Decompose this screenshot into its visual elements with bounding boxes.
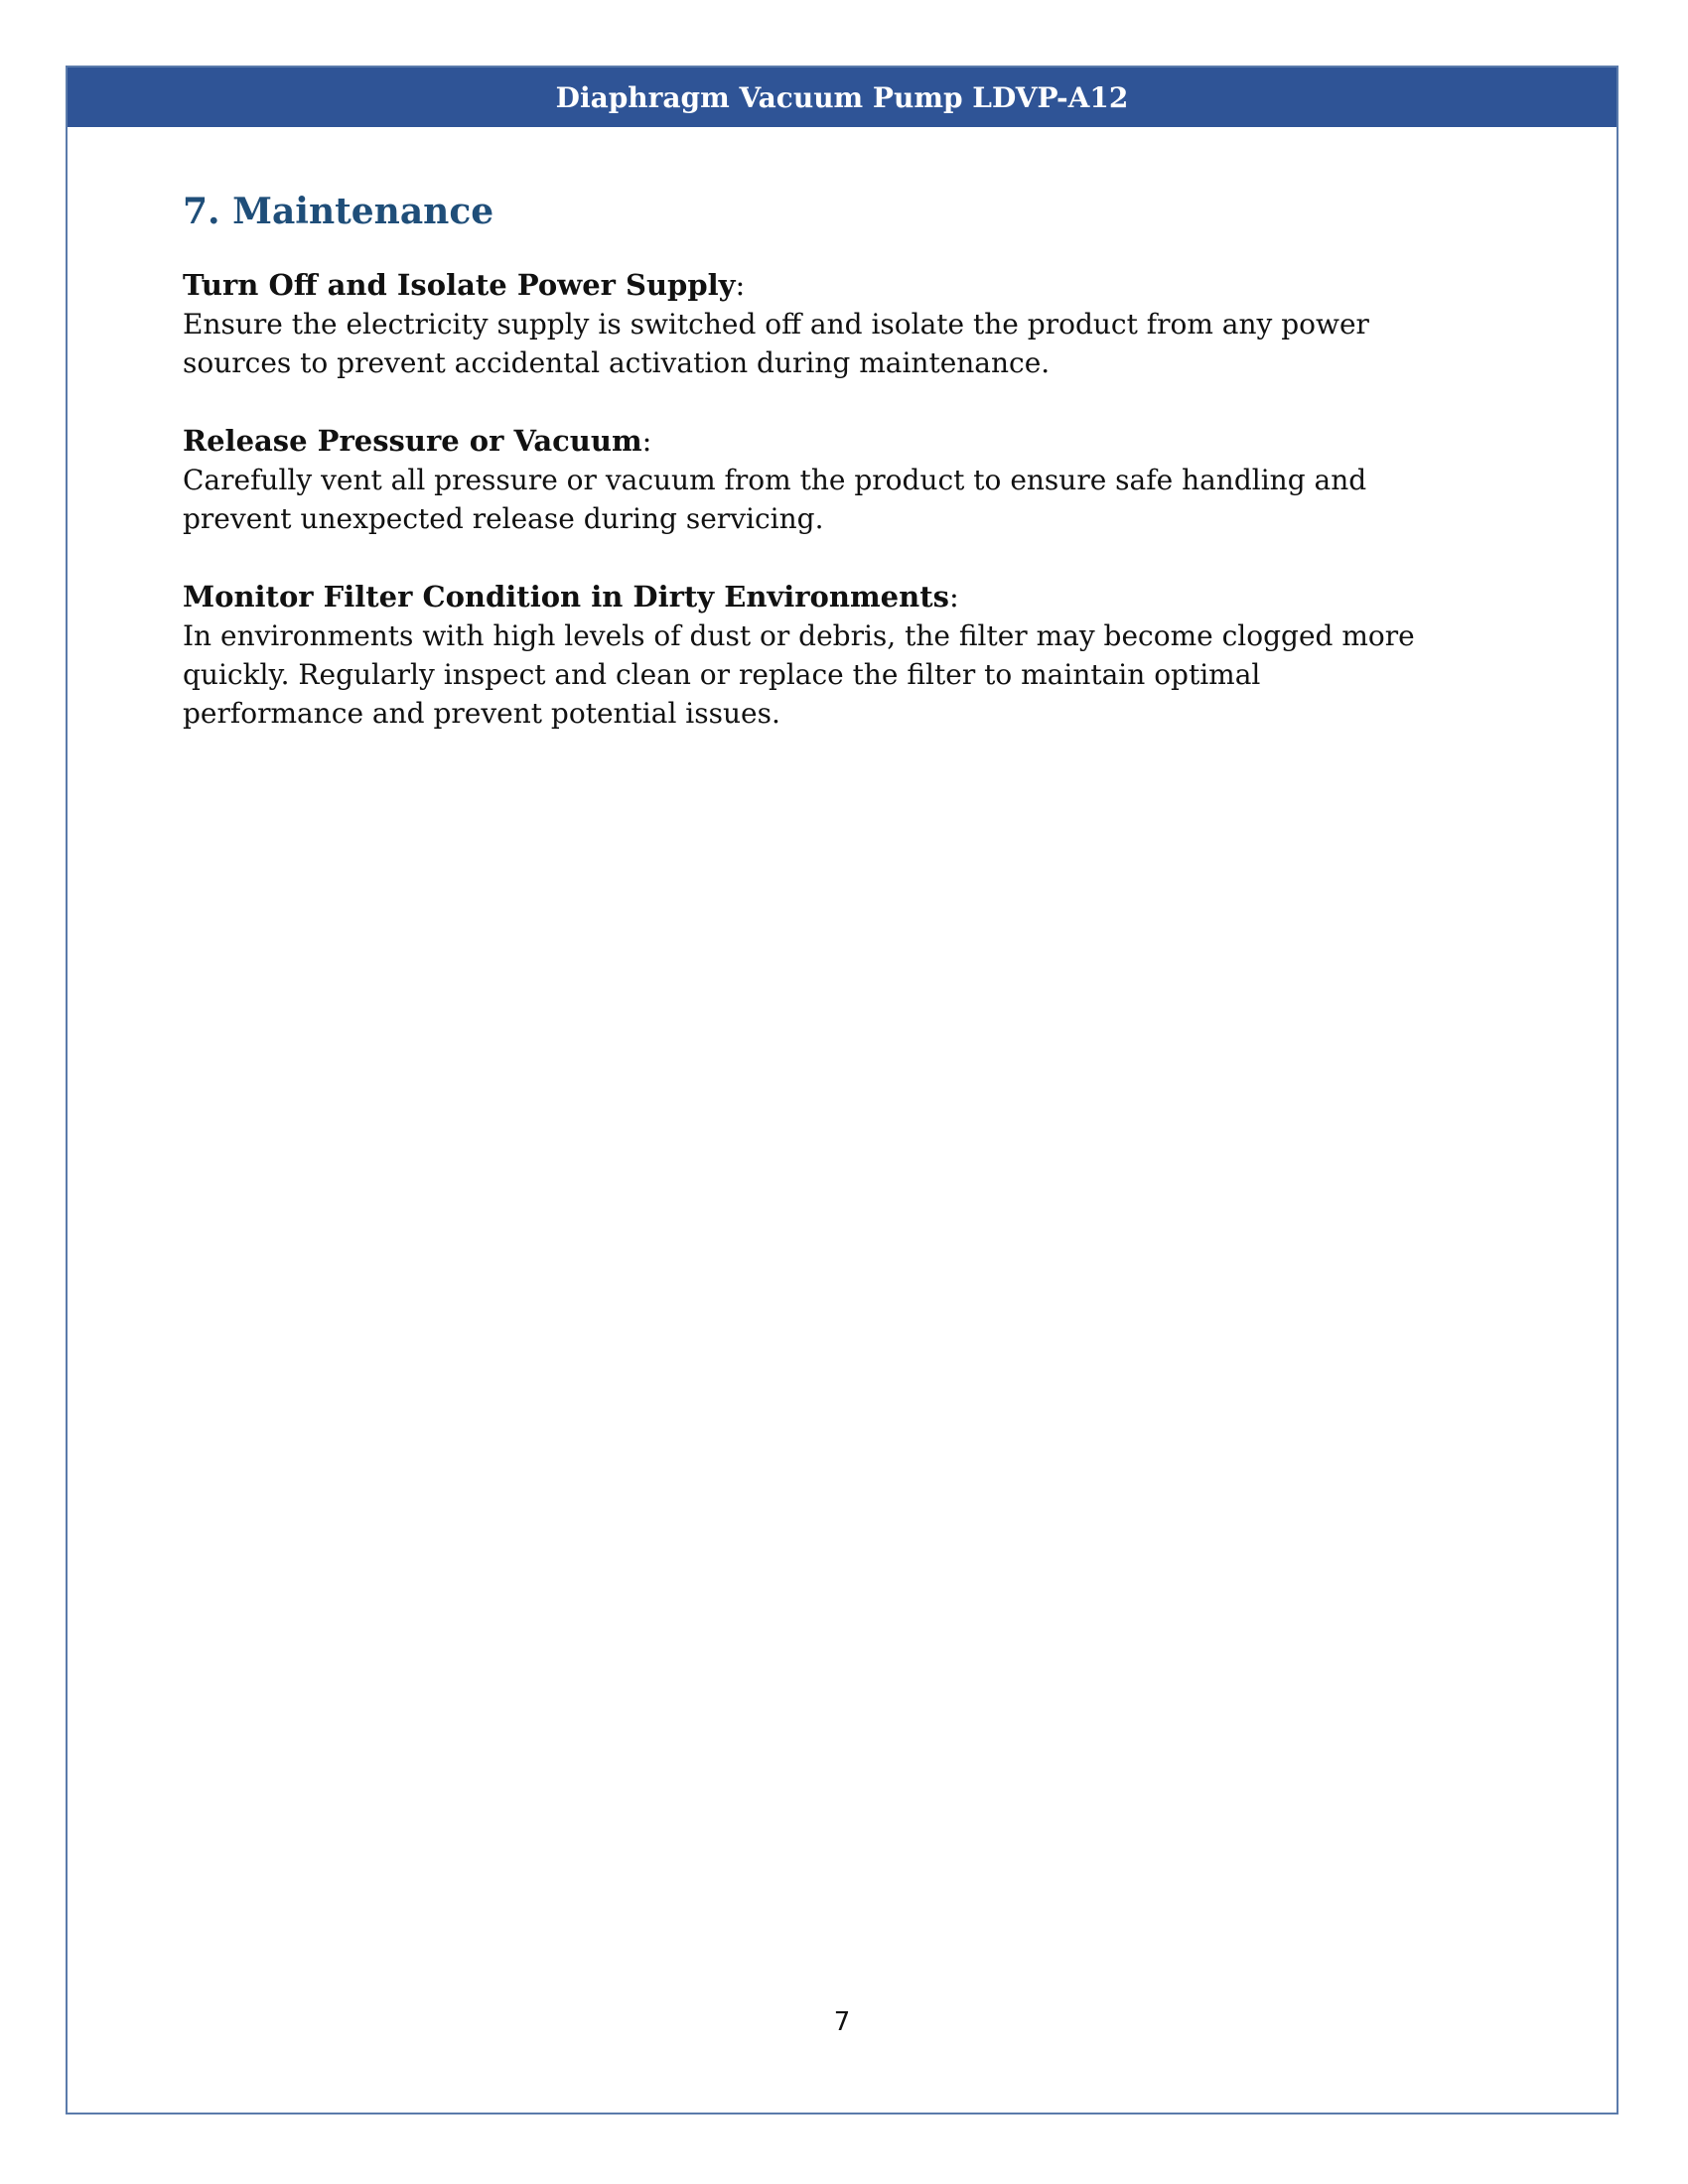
maintenance-item-body: Ensure the electricity supply is switched off and isolate the product from any power sources to prevent accidental activation during maintenance. — [183, 308, 1369, 379]
heading-text: Monitor Filter Condition in Dirty Environments — [183, 580, 949, 614]
maintenance-item-heading — [183, 422, 1424, 461]
document-header — [68, 68, 1617, 127]
maintenance-item-heading — [183, 266, 1424, 305]
page-number: 7 — [833, 2007, 851, 2037]
header-title: Diaphragm Vacuum Pump LDVP-A12 — [555, 80, 1129, 114]
heading-text: Turn Off and Isolate Power Supply — [183, 268, 736, 302]
page-content — [183, 191, 1424, 772]
heading-text: Release Pressure or Vacuum — [183, 424, 642, 458]
maintenance-item-filter — [183, 578, 1424, 733]
maintenance-item-body: In environments with high levels of dust or debris, the filter may become clogged more quickly. Regularly inspect and clean or replace the filter to maintain optimal performance and prevent potential issues. — [183, 619, 1415, 730]
maintenance-item-body: Carefully vent all pressure or vacuum from the product to ensure safe handling and prevent unexpected release during servicing. — [183, 464, 1367, 535]
heading-colon: : — [948, 580, 959, 614]
maintenance-item-pressure — [183, 422, 1424, 538]
heading-colon: : — [641, 424, 652, 458]
maintenance-item-heading — [183, 578, 1424, 616]
maintenance-item-power — [183, 266, 1424, 382]
heading-colon: : — [735, 268, 746, 302]
section-title: 7. Maintenance — [183, 191, 494, 232]
